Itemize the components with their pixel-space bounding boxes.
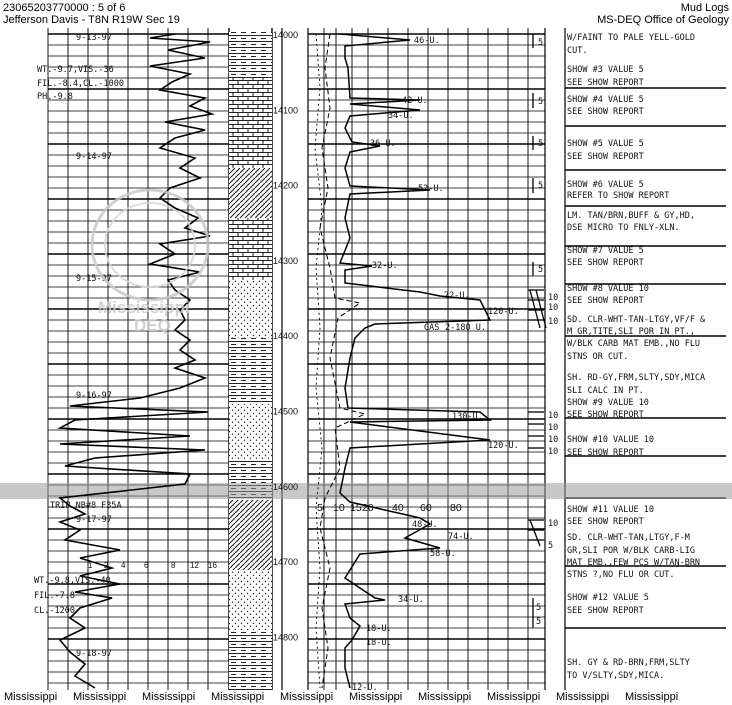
description-line: SH. RD-GY,FRM,SLTY,SDY,MICA — [567, 373, 706, 383]
agency-name: MS-DEQ Office of Geology — [597, 14, 729, 26]
lithology-column — [229, 32, 272, 690]
description-line: SEE SHOW REPORT — [567, 107, 644, 117]
footer-watermark-word: Mississippi — [487, 691, 541, 703]
description-line: SHOW #6 VALUE 5 — [567, 180, 644, 190]
mud-note-cl2: CL.-1200 — [34, 606, 75, 616]
lithology-sand-2 — [229, 404, 272, 460]
footer-watermark-word: Mississippi — [418, 691, 472, 703]
gas-reading-label: 46-U. — [414, 36, 440, 46]
drill-rate-scale-tick: 1 — [88, 561, 93, 570]
footer-watermark-word: Mississippi — [142, 691, 196, 703]
date-label: 9-16-97 — [76, 391, 112, 401]
description-line: SHOW #4 VALUE 5 — [567, 95, 644, 105]
description-line: SD. CLR-WHT-TAN-LTGY,VF/F & — [567, 315, 706, 325]
description-line: SHOW #5 VALUE 5 — [567, 139, 644, 149]
footer-watermark-word: Mississippi — [349, 691, 403, 703]
description-line: SLI CALC IN PT. — [567, 386, 644, 396]
depth-label: 14000 — [273, 30, 299, 40]
show-value-label: 10 — [548, 447, 559, 457]
show-value-label: 5 — [538, 181, 544, 191]
depth-label: 14600 — [273, 481, 299, 492]
gas-scale-tick: 15 — [350, 502, 362, 514]
lithology-shale-2 — [229, 338, 272, 404]
footer-watermark-word: Mississippi — [73, 691, 127, 703]
depth-label: 14800 — [273, 632, 299, 643]
gas-scale-tick: 5 — [317, 502, 323, 514]
description-line: W/FAINT TO PALE YELL-GOLD — [567, 33, 695, 43]
gas-reading-label: 42-U. — [402, 96, 428, 106]
description-line: SHOW #10 VALUE 10 — [567, 435, 654, 445]
mud-log-sheet — [0, 28, 732, 690]
mud-note-trip: TRIP NB#8 F35A — [50, 501, 122, 511]
show-value-label: 5 — [538, 97, 544, 107]
description-line: SEE SHOW REPORT — [567, 78, 644, 88]
show-value-labels — [536, 38, 558, 627]
gas-reading-label: GAS — [424, 323, 440, 333]
description-line: LM. TAN/BRN,BUFF & GY,HD, — [567, 211, 695, 221]
gas-scale-tick: 10 — [333, 502, 345, 514]
lithology-sand-3 — [229, 500, 272, 570]
msdeq-watermark — [92, 190, 208, 335]
gas-reading-label: 18-U. — [366, 638, 392, 648]
trip-break-band — [0, 483, 732, 499]
gas-reading-label: 58-U. — [430, 549, 456, 559]
gas-scale-tick: 60 — [420, 502, 432, 514]
drill-rate-scale-tick: 8 — [171, 561, 176, 570]
document-type: Mud Logs — [680, 2, 729, 14]
drill-rate-curve — [60, 34, 212, 688]
footer-watermark-word: Mississippi — [280, 691, 334, 703]
description-line: SEE SHOW REPORT — [567, 517, 644, 527]
drill-rate-scale-tick: 12 — [190, 561, 199, 570]
gas-scale-tick: 20 — [362, 502, 374, 514]
description-line: STNS ?,NO FLU OR CUT. — [567, 570, 675, 580]
gas-reading-label: 34-U. — [398, 595, 424, 605]
description-line: SHOW #3 VALUE 5 — [567, 65, 644, 75]
description-line: SH. GY & RD-BRN,FRM,SLTY — [567, 658, 690, 668]
date-label: 9-18-97 — [76, 649, 112, 659]
carbide-curve — [315, 34, 322, 688]
show-value-label: 10 — [548, 317, 559, 327]
lithology-sand-1 — [229, 280, 272, 338]
description-line: SEE SHOW REPORT — [567, 448, 644, 458]
footer-watermark-word: Mississippi — [4, 691, 58, 703]
gas-reading-label: 18-U. — [366, 624, 392, 634]
depth-label: 14300 — [273, 255, 299, 266]
show-value-label: 10 — [548, 411, 559, 421]
gas-scale-tick: 80 — [450, 502, 462, 514]
depth-label: 14700 — [273, 557, 299, 568]
date-label: 9-17-97 — [76, 515, 112, 525]
mud-note-fil1: FIL.-8.4,CL.-1000 — [37, 79, 124, 89]
mud-log-scan — [0, 28, 732, 690]
depth-label: 14400 — [273, 331, 299, 342]
record-id: 23065203770000 : 5 of 6 — [3, 2, 126, 14]
show-value-label: 5 — [536, 617, 542, 627]
gas-reading-label: 74-U. — [448, 532, 474, 542]
lithology-limestone-2 — [229, 218, 272, 280]
show-value-label: 5 — [538, 139, 544, 149]
description-line: TO V/SLTY,SDY,MICA. — [567, 671, 665, 681]
footer-watermark-strip — [0, 691, 732, 705]
gas-reading-label: 72-U. — [444, 291, 470, 301]
gas-reading-label: 48-U. — [412, 520, 438, 530]
description-line: M GR,TITE,SLI POR IN PT., — [567, 327, 695, 337]
lithology-crossbed-1 — [229, 168, 272, 218]
depth-label: 14100 — [273, 105, 299, 116]
gas-scale-tick: 40 — [392, 502, 404, 514]
show-value-label: 5 — [536, 603, 542, 613]
gas-reading-label: 130-U. — [452, 412, 483, 422]
footer-watermark-word: Mississippi — [556, 691, 610, 703]
gas-reading-label: 52-U. — [418, 184, 444, 194]
watermark-title: Mississippi — [98, 298, 190, 317]
description-line: SHOW #7 VALUE 5 — [567, 246, 644, 256]
description-line: DSE MICRO TO FNLY-XLN. — [567, 223, 680, 233]
depth-labels — [273, 30, 298, 642]
lithology-shale-1 — [229, 32, 272, 78]
show-value-label: 10 — [548, 435, 559, 445]
description-line: SHOW #8 VALUE 10 — [567, 284, 649, 294]
description-line: SHOW #11 VALUE 10 — [567, 505, 654, 515]
show-value-label: 10 — [548, 519, 559, 529]
description-line: SHOW #12 VALUE 5 — [567, 593, 649, 603]
description-line: REFER TO SHOW REPORT — [567, 191, 670, 201]
drill-rate-grid — [48, 28, 229, 690]
depth-label: 14200 — [273, 180, 299, 191]
description-line: SEE SHOW REPORT — [567, 410, 644, 420]
chromatograph-curve — [320, 34, 365, 688]
drill-rate-scale-tick: 2 — [104, 561, 109, 570]
mud-note-wt1: WT.-9.7,VIS.-36 — [37, 65, 114, 75]
footer-watermark-word: Mississippi — [211, 691, 265, 703]
date-label: 9-15-97 — [76, 274, 112, 284]
depth-label: 14500 — [273, 406, 299, 417]
description-line: SHOW #9 VALUE 10 — [567, 398, 649, 408]
well-location: Jefferson Davis - T8N R19W Sec 19 — [3, 14, 180, 26]
drill-rate-scale-tick: 4 — [121, 561, 126, 570]
lithology-shale-4 — [229, 630, 272, 690]
mud-note-ph: PH.-9.8 — [37, 92, 73, 102]
gas-reading-label: 2-180 U. — [445, 323, 486, 333]
lithology-sand-4 — [229, 570, 272, 630]
show-value-label: 10 — [548, 293, 559, 303]
gas-reading-label: 120-U. — [488, 307, 519, 317]
description-line: SEE SHOW REPORT — [567, 258, 644, 268]
mud-property-notes — [34, 65, 124, 616]
gas-reading-label: 34-U. — [388, 111, 414, 121]
description-line: SEE SHOW REPORT — [567, 606, 644, 616]
show-value-label: 5 — [548, 541, 554, 551]
mud-note-wt2: WT.-9.8,VIS.-40 — [34, 576, 111, 586]
show-value-label: 5 — [538, 265, 544, 275]
show-value-label: 10 — [548, 303, 559, 313]
description-line: STNS OR CUT. — [567, 352, 629, 362]
drill-rate-scale-tick: 16 — [208, 561, 217, 570]
description-line: SEE SHOW REPORT — [567, 152, 644, 162]
description-line: W/BLK CARB MAT EMB.,NO FLU — [567, 339, 701, 349]
description-line: SD. CLR-WHT-TAN,LTGY,F-M — [567, 533, 690, 543]
watermark-subtitle: DEQ — [134, 316, 171, 335]
gas-reading-label: 32-U. — [372, 261, 398, 271]
gas-reading-label: 12-U. — [352, 683, 378, 690]
drill-rate-scale-tick: 6 — [144, 561, 149, 570]
description-line: SEE SHOW REPORT — [567, 296, 644, 306]
show-value-label: 5 — [538, 38, 544, 48]
description-line: CUT. — [567, 46, 588, 56]
total-gas-curve — [340, 34, 490, 688]
mud-note-fil2: FIL.-7.8 — [34, 591, 75, 601]
lithology-descriptions — [567, 33, 706, 681]
description-line: MAT EMB.,FEW PCS W/TAN-BRN — [567, 558, 701, 568]
gas-reading-label: 36-U. — [370, 139, 396, 149]
date-label: 9-13-97 — [76, 33, 112, 43]
gas-grid — [308, 28, 545, 690]
lithology-limestone-1 — [229, 78, 272, 168]
show-value-label: 10 — [548, 423, 559, 433]
date-label: 9-14-97 — [76, 152, 112, 162]
description-line: GR,SLI POR W/BLK CARB-LIG — [567, 546, 695, 556]
gas-reading-label: 120-U. — [488, 441, 519, 451]
gas-reading-labels — [352, 36, 519, 690]
footer-watermark-word: Mississippi — [625, 691, 679, 703]
